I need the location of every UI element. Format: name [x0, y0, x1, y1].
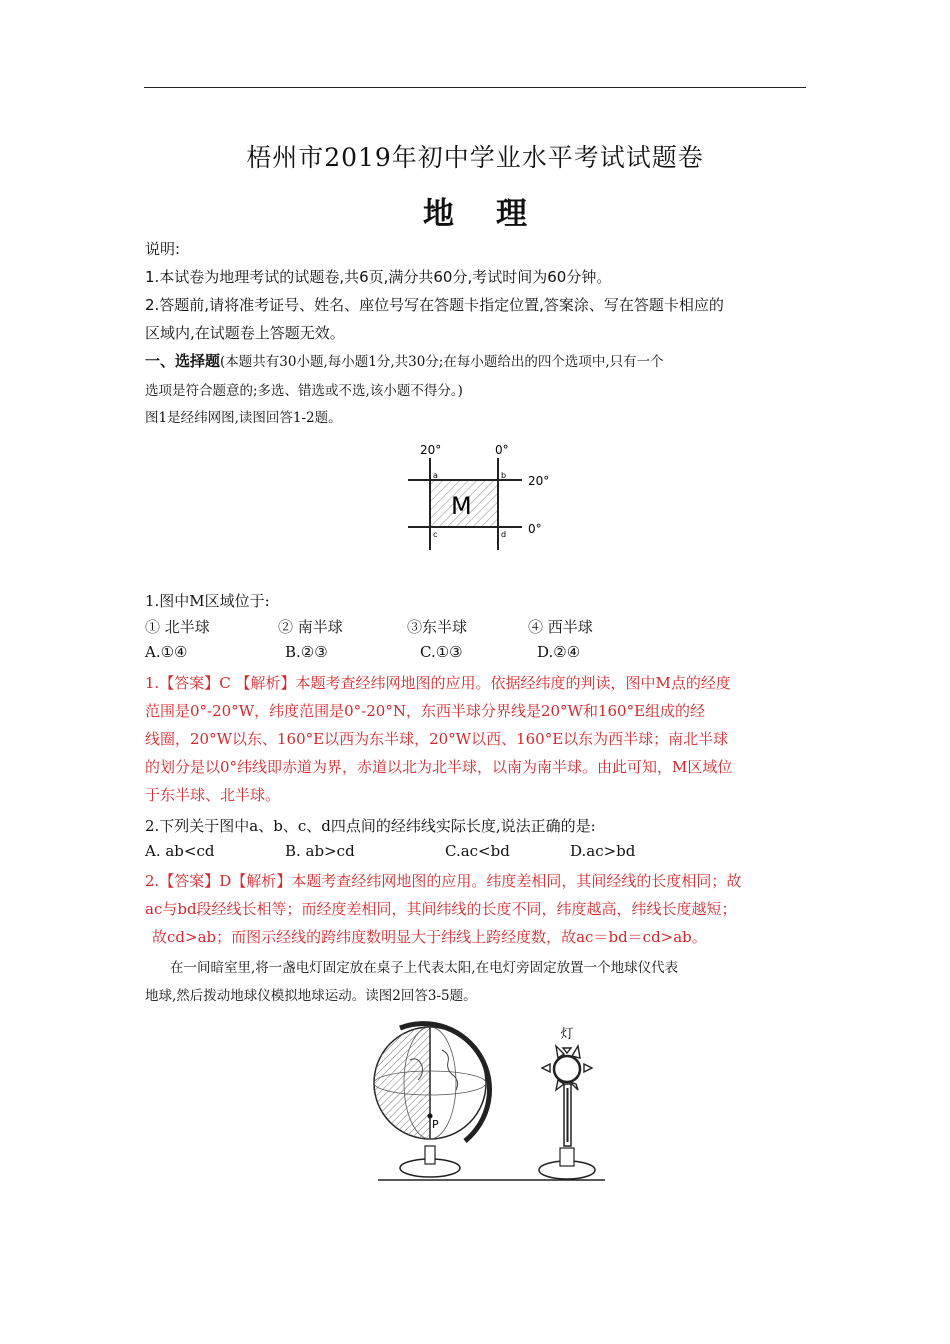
q2-options — [145, 842, 665, 862]
q1-item-1: ① 北半球 — [145, 618, 210, 636]
q2-option-a: A. ab<cd — [145, 842, 215, 860]
q1-options — [145, 643, 645, 663]
q2-option-b: B. ab>cd — [285, 842, 355, 860]
q1-items — [145, 616, 645, 636]
q1-answer-line2: 范围是0°-20°W，纬度范围是0°-20°N，东西半球分界线是20°W和160°E组成的经 — [145, 702, 706, 720]
lat-label-top: 20° — [528, 474, 550, 488]
q2-option-d: D.ac>bd — [570, 842, 636, 860]
lat-label-bottom: 0° — [528, 522, 542, 536]
page-title: 梧州市2019年初中学业水平考试试题卷 — [246, 143, 704, 172]
instruction-item-1: 1.本试卷为地理考试的试题卷,共6页,满分共60分,考试时间为60分钟。 — [145, 268, 612, 286]
top-rule — [144, 87, 806, 88]
q1-option-d: D.②④ — [537, 643, 581, 661]
passage2-line2: 地球,然后拨动地球仪模拟地球运动。读图2回答3-5题。 — [145, 988, 477, 1004]
q1-option-c: C.①③ — [420, 643, 463, 661]
figure1-intro: 图1是经纬网图,读图回答1-2题。 — [145, 410, 342, 426]
point-p-label: P — [432, 1118, 439, 1131]
lamp — [539, 1027, 595, 1179]
q1-item-2: ② 南半球 — [278, 618, 343, 636]
section1-header — [145, 350, 664, 371]
point-b-label: b — [501, 471, 507, 480]
point-d-label: d — [501, 530, 507, 539]
q1-item-4: ④ 西半球 — [528, 618, 593, 636]
lon-label-right: 0° — [495, 443, 509, 457]
lon-label-left: 20° — [420, 443, 442, 457]
instructions-heading: 说明: — [145, 240, 181, 258]
section1-desc-line1: (本题共有30小题,每小题1分,共30分;在每小题给出的四个选项中,只有一个 — [220, 354, 664, 370]
q1-answer-line1: 1.【答案】C 【解析】本题考查经纬网地图的应用。依据经纬度的判读，图中M点的经度 — [145, 674, 731, 692]
q1-option-a: A.①④ — [145, 643, 188, 661]
q1-stem: 1.图中M区域位于: — [145, 592, 270, 610]
region-m-label: M — [451, 492, 472, 520]
section1-label: 一、选择题 — [145, 352, 221, 370]
q1-answer-line4: 的划分是以0°纬线即赤道为界，赤道以北为北半球，以南为南半球。由此可知，M区域位 — [145, 758, 733, 776]
instruction-item-2-line2: 区域内,在试题卷上答题无效。 — [145, 324, 345, 342]
q1-answer-line5: 于东半球、北半球。 — [145, 786, 281, 804]
subject-title: 地理 — [423, 196, 569, 232]
q1-option-b: B.②③ — [285, 643, 328, 661]
passage2-line1: 在一间暗室里,将一盏电灯固定放在桌子上代表太阳,在电灯旁固定放置一个地球仪代表 — [170, 960, 679, 976]
q2-answer-line1: 2.【答案】D【解析】本题考查经纬网地图的应用。纬度差相同，其间经线的长度相同；故 — [145, 872, 742, 890]
figure1-graticule — [400, 438, 570, 558]
q2-answer-line3: 故cd>ab；而图示经线的跨纬度数明显大于纬线上跨经度数，故ac＝bd＝cd>ab。 — [152, 928, 707, 946]
q1-answer-line3: 线圈，20°W以东、160°E以西为东半球，20°W以西、160°E以东为西半球；南北半球 — [145, 730, 729, 748]
lamp-label: 灯 — [560, 1027, 574, 1042]
point-a-label: a — [433, 471, 438, 480]
instruction-item-2-line1: 2.答题前,请将准考证号、姓名、座位号写在答题卡指定位置,答案涂、写在答题卡相应的 — [145, 296, 724, 314]
q1-item-3: ③东半球 — [407, 618, 468, 636]
q2-stem: 2.下列关于图中a、b、c、d四点间的经纬线实际长度,说法正确的是: — [145, 817, 596, 835]
point-c-label: c — [433, 530, 438, 539]
globe — [374, 1024, 490, 1177]
section1-desc-line2: 选项是符合题意的;多选、错选或不选,该小题不得分。) — [145, 383, 463, 399]
q2-option-c: C.ac<bd — [445, 842, 510, 860]
figure2-globe-lamp — [370, 1010, 610, 1185]
q2-answer-line2: ac与bd段经线长相等；而经度差相同，其间纬线的长度不同，纬度越高，纬线长度越短； — [145, 900, 737, 918]
